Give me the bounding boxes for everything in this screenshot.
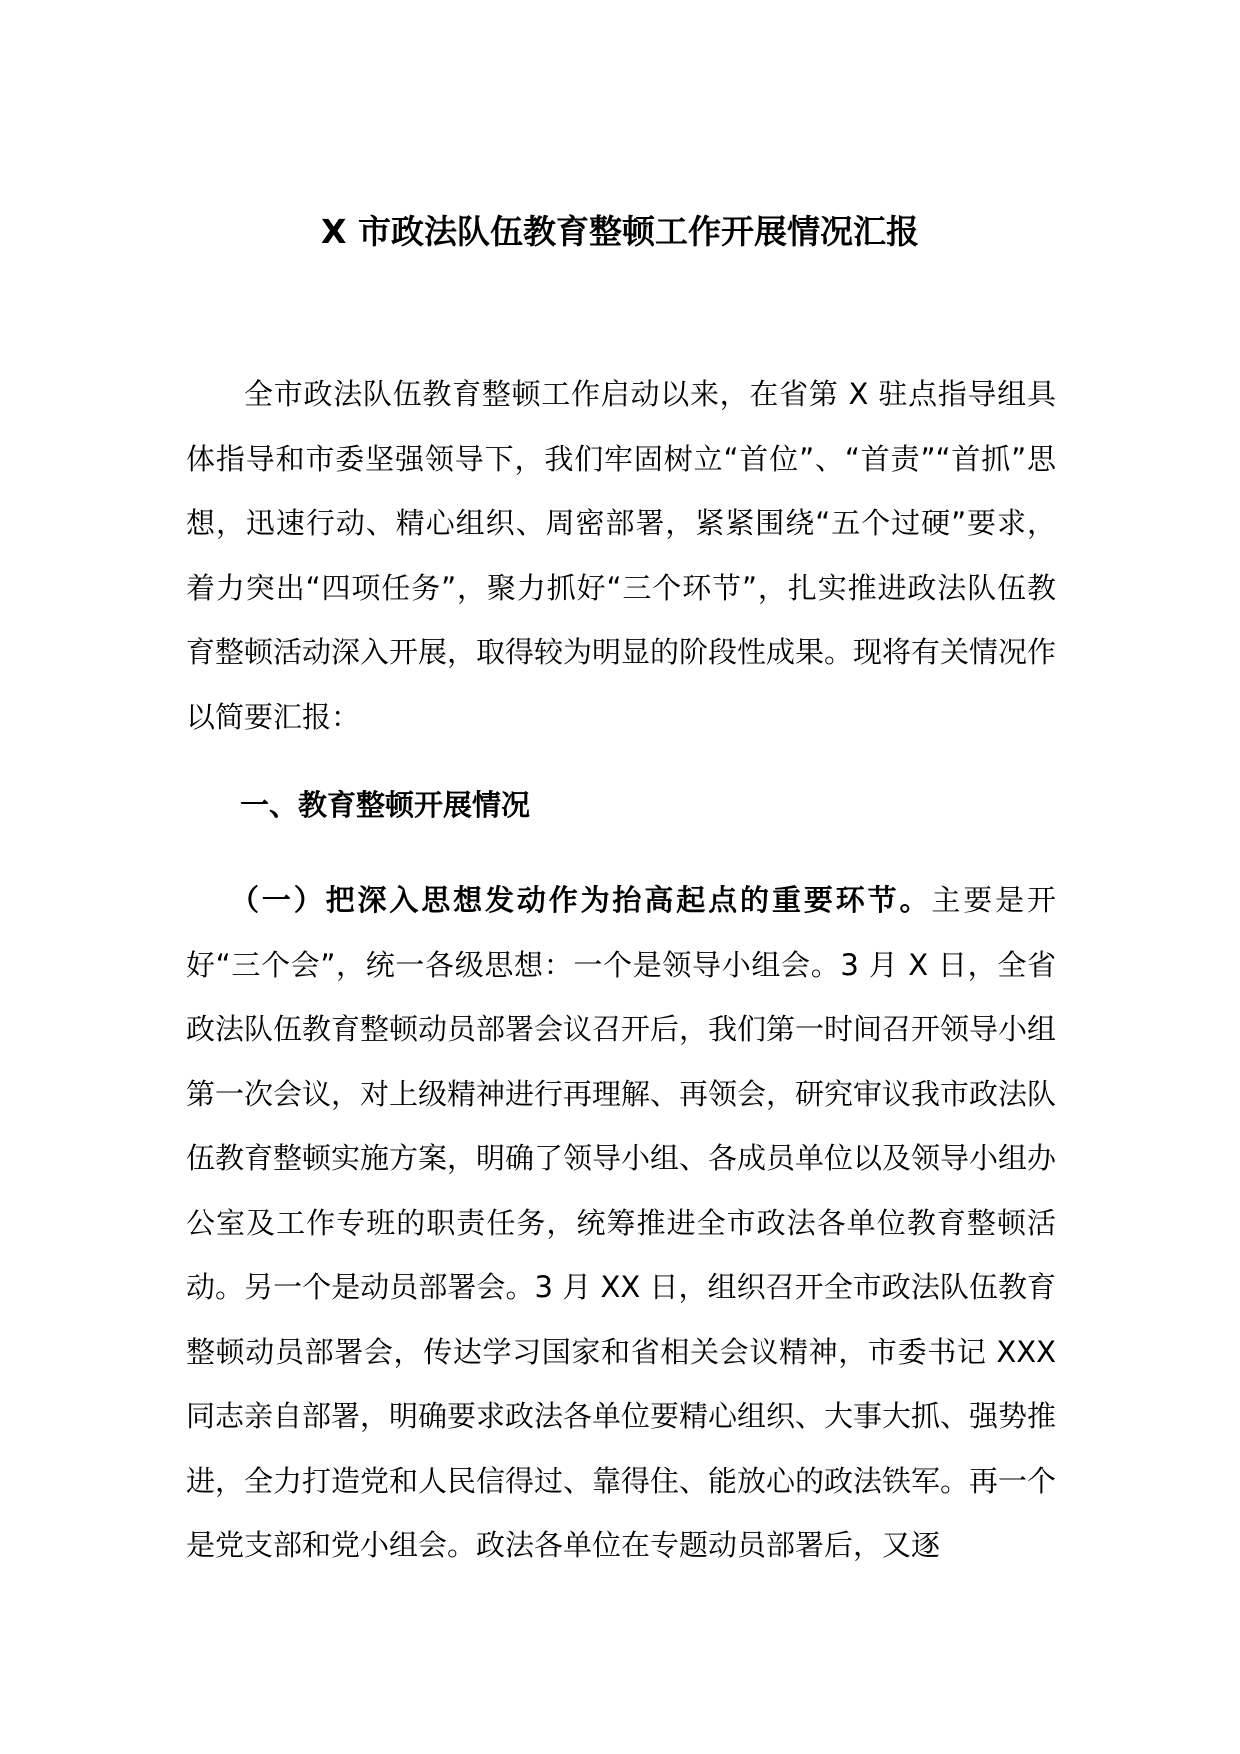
intro-paragraph: 全市政法队伍教育整顿工作启动以来，在省第 X 驻点指导组具体指导和市委坚强领导下，我们牢固树立“首位”、“首责”“首抓”思想，迅速行动、精心组织、周密部署，紧紧围绕“五个过硬”要求，着力突出“四项任务”，聚力抓好“三个环节”，扎实推进政法队伍教育整顿活动深入开展，取得较为明显的阶段性成果。现将有关情况作以简要汇报： <box>186 377 1057 734</box>
paragraph-one-lead: （一）把深入思想发动作为抬高起点的重要环节。 <box>230 883 932 917</box>
paragraph-one-body: 主要是开好“三个会”，统一各级思想：一个是领导小组会。3 月 X 日，全省政法队伍教育整顿动员部署会议召开后，我们第一时间召开领导小组第一次会议，对上级精神进行再理解、再领会，研究审议我市政法队伍教育整顿实施方案，明确了领导小组、各成员单位以及领导小组办公室及工作专班的职责任务，统筹推进全市政法各单位教育整顿活动。另一个是动员部署会。3 月 XX 日，组织召开全市政法队伍教育整顿动员部署会，传达学习国家和省相关会议精神，市委书记 XXX 同志亲自部署，明确要求政法各单位要精心组织、大事大抓、强势推进，全力打造党和人民信得过、靠得住、能放心的政法铁军。再一个是党支部和党小组会。政法各单位在专题动员部署后，又逐 <box>186 883 1057 1562</box>
section-heading: 一、教育整顿开展情况 <box>240 788 531 822</box>
paragraph-one <box>186 868 1056 1578</box>
document-title: X 市政法队伍教育整顿工作开展情况汇报 <box>321 212 919 251</box>
